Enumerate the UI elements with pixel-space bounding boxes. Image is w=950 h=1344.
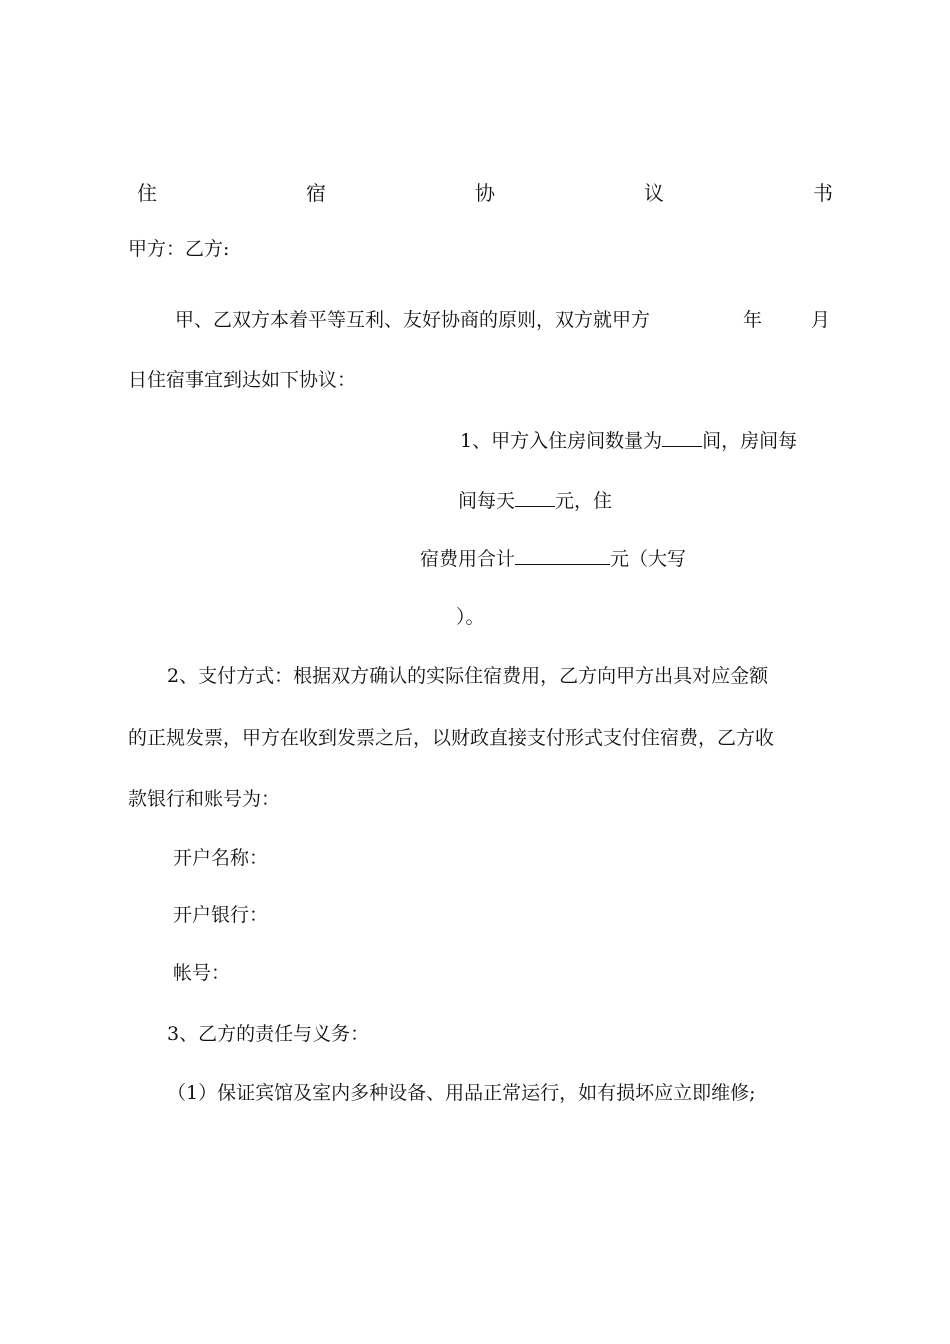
title-char-1: 住: [137, 181, 157, 205]
item1-line1-suffix: 间，房间每: [702, 430, 798, 452]
title-char-2: 宿: [306, 181, 326, 205]
item1-line-1: [460, 428, 797, 453]
room-count-blank: [662, 428, 702, 447]
item1-line2-suffix: 元，住: [555, 490, 613, 512]
item1-line2-prefix: 间每天: [458, 490, 516, 512]
title-char-4: 议: [644, 181, 664, 205]
item3-heading: 3、乙方的责任与义务：: [167, 1023, 370, 1045]
intro-line-2: 日住宿事宜到达如下协议：: [128, 369, 357, 391]
item1-line-2: [458, 488, 612, 513]
item1-line1-prefix: 1、甲方入住房间数量为: [460, 430, 663, 452]
item2-line-3: 款银行和账号为：: [128, 788, 281, 810]
daily-rate-blank: [515, 488, 555, 507]
account-number-label: 帐号：: [173, 962, 231, 984]
intro-line-1: [175, 308, 650, 332]
item2-line-2: 的正规发票，甲方在收到发票之后，以财政直接支付形式支付住宿费，乙方收: [128, 727, 775, 749]
item3-clause-1: （1）保证宾馆及室内多种设备、用品正常运行，如有损坏应立即维修;: [167, 1082, 756, 1104]
item1-line3-prefix: 宿费用合计: [420, 548, 516, 570]
total-fee-blank: [515, 546, 610, 565]
parties-line: 甲方：乙方:: [128, 238, 230, 260]
item1-line-4: ）。: [456, 606, 485, 628]
item1-line-3: [420, 546, 686, 571]
intro-year: 年: [743, 309, 763, 331]
title-char-5: 书: [813, 181, 833, 205]
item1-line3-suffix: 元（大写: [610, 548, 687, 570]
account-bank-label: 开户银行：: [173, 904, 269, 926]
title-char-3: 协: [475, 181, 495, 205]
intro-text: 甲、乙双方本着平等互利、友好协商的原则，双方就甲方: [175, 309, 651, 331]
item2-line-1: 2、支付方式：根据双方确认的实际住宿费用，乙方向甲方出具对应金额: [167, 665, 769, 687]
intro-month: 月: [811, 309, 831, 331]
document-title: [0, 177, 950, 203]
account-name-label: 开户名称：: [173, 847, 269, 869]
